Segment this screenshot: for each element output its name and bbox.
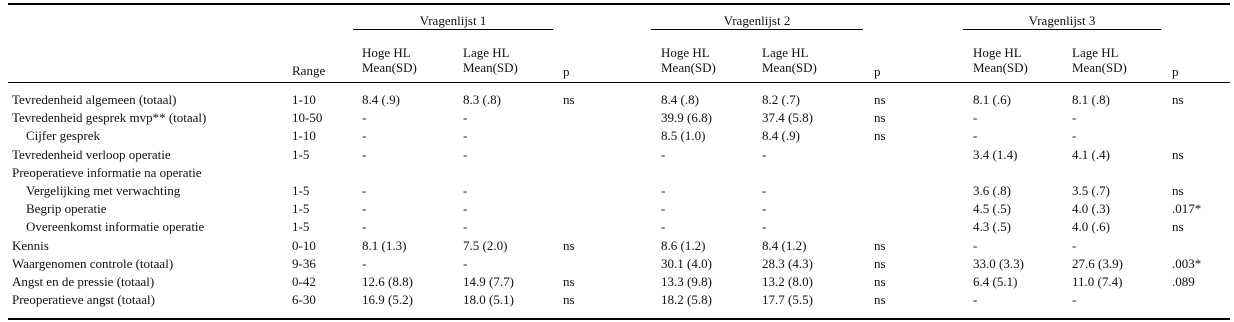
cell-p-2: ns xyxy=(874,110,886,125)
cell-lage-hl-3: - xyxy=(1072,128,1077,143)
header-p-3: p xyxy=(1172,64,1179,79)
header-lage-hl-3: Lage HL Mean(SD) xyxy=(1072,45,1127,75)
cell-hoge-hl-2: - xyxy=(661,219,666,234)
row-range: 1-10 xyxy=(292,128,316,143)
cell-p-1: ns xyxy=(563,292,575,307)
group-title-vragenlijst-3: Vragenlijst 3 xyxy=(1028,13,1096,28)
row-label: Begrip operatie xyxy=(26,201,107,216)
cell-p-2: ns xyxy=(874,92,886,107)
cell-hoge-hl-2: - xyxy=(661,147,666,162)
cell-p-2: ns xyxy=(874,256,886,271)
cell-lage-hl-1: - xyxy=(463,128,468,143)
cell-hoge-hl-2: 39.9 (6.8) xyxy=(661,110,712,125)
row-range: 6-30 xyxy=(292,292,316,307)
cell-hoge-hl-1: - xyxy=(362,256,367,271)
cell-p-3: .003* xyxy=(1172,256,1202,271)
row-range: 1-5 xyxy=(292,219,310,234)
cell-hoge-hl-1: 8.1 (1.3) xyxy=(362,238,407,253)
cell-hoge-hl-1: - xyxy=(362,110,367,125)
cell-hoge-hl-2: 8.6 (1.2) xyxy=(661,238,706,253)
header-hoge-hl-3: Hoge HL Mean(SD) xyxy=(973,45,1028,75)
cell-hoge-hl-3: 4.3 (.5) xyxy=(973,219,1011,234)
cell-hoge-hl-2: 30.1 (4.0) xyxy=(661,256,712,271)
cell-lage-hl-2: 17.7 (5.5) xyxy=(762,292,813,307)
row-range: 1-5 xyxy=(292,183,310,198)
cell-hoge-hl-3: - xyxy=(973,128,978,143)
cell-hoge-hl-1: - xyxy=(362,183,367,198)
header-hoge-hl-2: Hoge HL Mean(SD) xyxy=(661,45,716,75)
cell-hoge-hl-2: - xyxy=(661,201,666,216)
cell-p-3: ns xyxy=(1172,183,1184,198)
cell-lage-hl-1: 14.9 (7.7) xyxy=(463,274,514,289)
cell-lage-hl-2: 37.4 (5.8) xyxy=(762,110,813,125)
cell-lage-hl-2: - xyxy=(762,183,767,198)
cell-hoge-hl-2: 8.5 (1.0) xyxy=(661,128,706,143)
cell-lage-hl-3: 27.6 (3.9) xyxy=(1072,256,1123,271)
cell-p-3: ns xyxy=(1172,147,1184,162)
cell-hoge-hl-3: 3.4 (1.4) xyxy=(973,147,1018,162)
row-label: Vergelijking met verwachting xyxy=(26,183,181,198)
cell-p-2: ns xyxy=(874,238,886,253)
header-p-1: p xyxy=(563,64,570,79)
cell-hoge-hl-3: 4.5 (.5) xyxy=(973,201,1011,216)
cell-hoge-hl-2: 8.4 (.8) xyxy=(661,92,699,107)
cell-p-3: .089 xyxy=(1172,274,1195,289)
header-hoge-hl-1: Hoge HL Mean(SD) xyxy=(362,45,417,75)
cell-hoge-hl-1: - xyxy=(362,147,367,162)
cell-lage-hl-1: 8.3 (.8) xyxy=(463,92,501,107)
cell-hoge-hl-1: 8.4 (.9) xyxy=(362,92,400,107)
cell-lage-hl-1: 7.5 (2.0) xyxy=(463,238,508,253)
cell-hoge-hl-3: 3.6 (.8) xyxy=(973,183,1011,198)
cell-lage-hl-3: 4.0 (.3) xyxy=(1072,201,1110,216)
table-top-rule xyxy=(8,3,1230,5)
row-label: Angst en de pressie (totaal) xyxy=(12,274,155,289)
cell-p-1: ns xyxy=(563,274,575,289)
cell-lage-hl-1: - xyxy=(463,201,468,216)
cell-lage-hl-3: 3.5 (.7) xyxy=(1072,183,1110,198)
cell-p-2: ns xyxy=(874,128,886,143)
cell-hoge-hl-3: - xyxy=(973,238,978,253)
group-title-vragenlijst-1: Vragenlijst 1 xyxy=(419,13,487,28)
cell-lage-hl-2: - xyxy=(762,219,767,234)
row-label: Overeenkomst informatie operatie xyxy=(26,219,205,234)
cell-hoge-hl-2: - xyxy=(661,183,666,198)
row-label: Kennis xyxy=(12,238,49,253)
row-label: Tevredenheid gesprek mvp** (totaal) xyxy=(12,110,207,125)
cell-hoge-hl-3: 33.0 (3.3) xyxy=(973,256,1024,271)
cell-p-1: ns xyxy=(563,238,575,253)
cell-lage-hl-3: - xyxy=(1072,238,1077,253)
row-range: 0-42 xyxy=(292,274,316,289)
header-lage-hl-1: Lage HL Mean(SD) xyxy=(463,45,518,75)
cell-hoge-hl-3: 6.4 (5.1) xyxy=(973,274,1018,289)
group-underline-2 xyxy=(651,29,863,30)
cell-lage-hl-2: 28.3 (4.3) xyxy=(762,256,813,271)
cell-hoge-hl-1: 16.9 (5.2) xyxy=(362,292,413,307)
cell-hoge-hl-3: 8.1 (.6) xyxy=(973,92,1011,107)
cell-lage-hl-2: 8.2 (.7) xyxy=(762,92,800,107)
cell-lage-hl-3: 4.1 (.4) xyxy=(1072,147,1110,162)
cell-hoge-hl-2: 18.2 (5.8) xyxy=(661,292,712,307)
cell-lage-hl-1: - xyxy=(463,183,468,198)
cell-lage-hl-3: - xyxy=(1072,110,1077,125)
cell-lage-hl-3: 8.1 (.8) xyxy=(1072,92,1110,107)
cell-hoge-hl-1: - xyxy=(362,128,367,143)
cell-hoge-hl-3: - xyxy=(973,110,978,125)
cell-lage-hl-2: - xyxy=(762,201,767,216)
header-p-2: p xyxy=(874,64,881,79)
header-bottom-rule xyxy=(8,82,1230,83)
cell-p-3: ns xyxy=(1172,219,1184,234)
cell-lage-hl-1: - xyxy=(463,256,468,271)
cell-lage-hl-2: 13.2 (8.0) xyxy=(762,274,813,289)
cell-lage-hl-1: 18.0 (5.1) xyxy=(463,292,514,307)
cell-lage-hl-2: 8.4 (1.2) xyxy=(762,238,807,253)
cell-lage-hl-3: 11.0 (7.4) xyxy=(1072,274,1123,289)
row-range: 10-50 xyxy=(292,110,323,125)
cell-lage-hl-1: - xyxy=(463,110,468,125)
header-lage-hl-2: Lage HL Mean(SD) xyxy=(762,45,817,75)
group-underline-1 xyxy=(353,29,553,30)
row-label: Tevredenheid verloop operatie xyxy=(12,147,171,162)
group-title-vragenlijst-2: Vragenlijst 2 xyxy=(723,13,791,28)
cell-lage-hl-2: - xyxy=(762,147,767,162)
group-underline-3 xyxy=(963,29,1161,30)
header-range: Range xyxy=(292,63,326,78)
row-label: Waargenomen controle (totaal) xyxy=(12,256,174,271)
cell-p-2: ns xyxy=(874,292,886,307)
cell-hoge-hl-2: 13.3 (9.8) xyxy=(661,274,712,289)
row-label: Preoperatieve informatie na operatie xyxy=(12,165,202,180)
row-label: Tevredenheid algemeen (totaal) xyxy=(12,92,177,107)
row-label: Cijfer gesprek xyxy=(26,128,101,143)
row-range: 1-5 xyxy=(292,201,310,216)
row-range: 1-10 xyxy=(292,92,316,107)
row-range: 1-5 xyxy=(292,147,310,162)
row-range: 9-36 xyxy=(292,256,316,271)
cell-hoge-hl-3: - xyxy=(973,292,978,307)
cell-hoge-hl-1: - xyxy=(362,201,367,216)
cell-hoge-hl-1: 12.6 (8.8) xyxy=(362,274,413,289)
cell-p-1: ns xyxy=(563,92,575,107)
row-label: Preoperatieve angst (totaal) xyxy=(12,292,155,307)
cell-p-3: ns xyxy=(1172,92,1184,107)
row-range: 0-10 xyxy=(292,238,316,253)
cell-lage-hl-2: 8.4 (.9) xyxy=(762,128,800,143)
cell-lage-hl-3: - xyxy=(1072,292,1077,307)
cell-p-2: ns xyxy=(874,274,886,289)
cell-p-3: .017* xyxy=(1172,201,1202,216)
cell-lage-hl-3: 4.0 (.6) xyxy=(1072,219,1110,234)
cell-lage-hl-1: - xyxy=(463,219,468,234)
cell-lage-hl-1: - xyxy=(463,147,468,162)
table-bottom-rule xyxy=(8,318,1230,320)
cell-hoge-hl-1: - xyxy=(362,219,367,234)
